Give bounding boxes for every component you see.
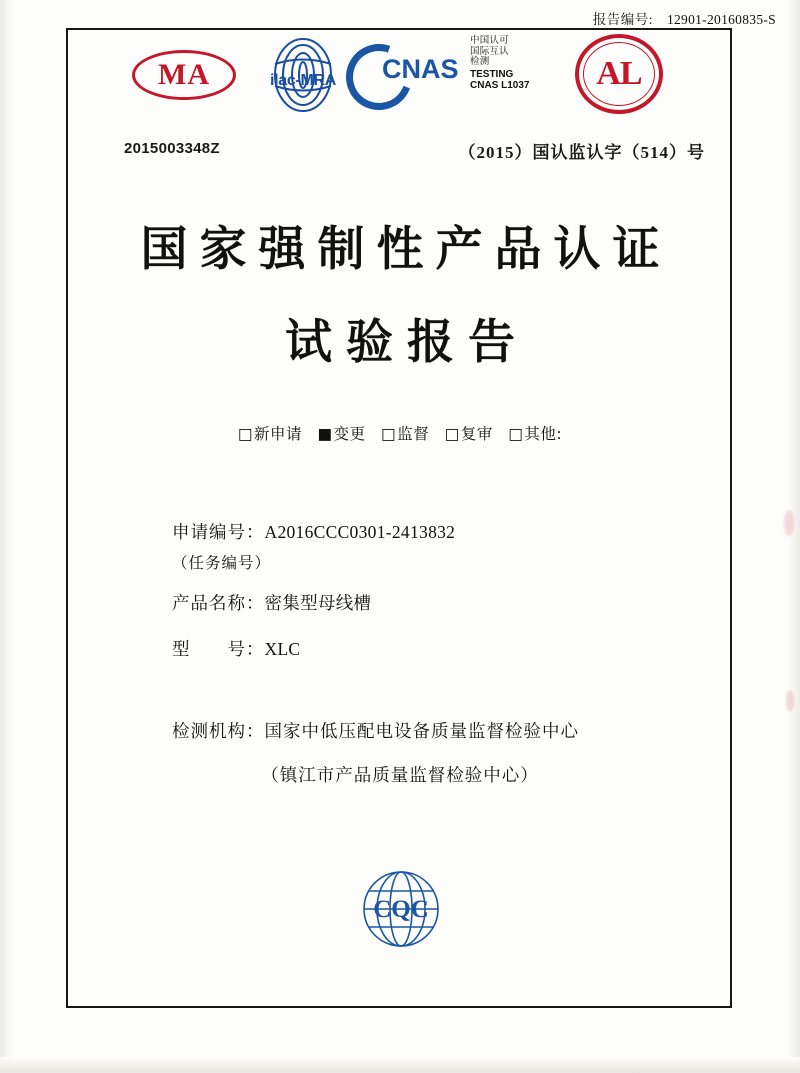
checkbox-other[interactable]: □ 其他: (508, 425, 562, 443)
certification-logos (70, 28, 690, 118)
scan-artifact (786, 690, 794, 712)
cma-logo-icon (132, 50, 236, 100)
ilac-mra-logo-icon (260, 36, 346, 114)
ilac-mra-logo-text: ilac-MRA (269, 72, 337, 89)
product-name-value: 密集型母线槽 (264, 593, 372, 613)
product-name-label: 产品名称： (172, 594, 265, 614)
checkbox-review[interactable]: □ 复审 (445, 425, 493, 443)
cnas-logo-icon (346, 42, 464, 104)
checkbox-supervision[interactable]: □ 监督 (381, 425, 429, 443)
application-number-label: 申请编号： (172, 523, 265, 543)
testing-institution-label: 检测机构： (172, 722, 265, 742)
cma-logo-text: MA (158, 58, 210, 91)
report-number-label: 报告编号: (592, 12, 654, 27)
checkbox-new-application[interactable]: □ 新申请 (238, 425, 302, 443)
cnas-accreditation-text (470, 36, 556, 92)
document-title-line1: 国家强制性产品认证 (140, 222, 672, 277)
cnas-cn-line1: 中国认可 (470, 35, 509, 46)
cqc-logo-text: CQC (373, 896, 429, 923)
field-product-name (172, 591, 642, 616)
paper-edge-bottom (0, 1057, 800, 1073)
paper-edge-left (0, 0, 14, 1073)
al-logo-icon (575, 34, 663, 114)
al-logo-text: AL (596, 55, 642, 92)
cnas-cn-line2: 国际互认 (470, 45, 509, 57)
report-number (593, 8, 776, 28)
cqc-logo-icon (355, 870, 447, 948)
report-number-value: 12901-20160835-S (666, 12, 776, 27)
cnas-logo-text: CNAS (382, 54, 459, 84)
application-number-value: A2016CCC0301-2413832 (264, 522, 456, 542)
field-task-number (172, 551, 642, 575)
scan-artifact (784, 510, 794, 536)
document-frame (66, 28, 732, 1008)
document-fields (172, 520, 642, 683)
document-title-line2: 试验报告 (285, 315, 529, 370)
model-label: 型 号： (172, 640, 265, 660)
testing-institution (172, 718, 579, 743)
checkbox-change[interactable]: ■ 变更 (317, 425, 365, 443)
cnas-cn-line5: CNAS L1037 (470, 80, 530, 91)
testing-institution-value: 国家中低压配电设备质量监督检验中心 (264, 722, 579, 742)
paper-edge-right (790, 0, 800, 1073)
field-model (172, 637, 642, 662)
model-value: XLC (264, 639, 301, 659)
cnas-cn-line4: TESTING (470, 68, 514, 80)
task-number-label: （任务编号） (172, 554, 272, 572)
report-type-checkboxes (0, 422, 800, 444)
cma-certificate-number: 2015003348Z (124, 140, 220, 157)
field-application-number (172, 520, 642, 545)
accreditation-number: （2015）国认监认字（514）号 (458, 143, 705, 162)
cnas-cn-line3: 检测 (470, 56, 490, 67)
testing-institution-sub: （镇江市产品质量监督检验中心） (261, 766, 539, 786)
